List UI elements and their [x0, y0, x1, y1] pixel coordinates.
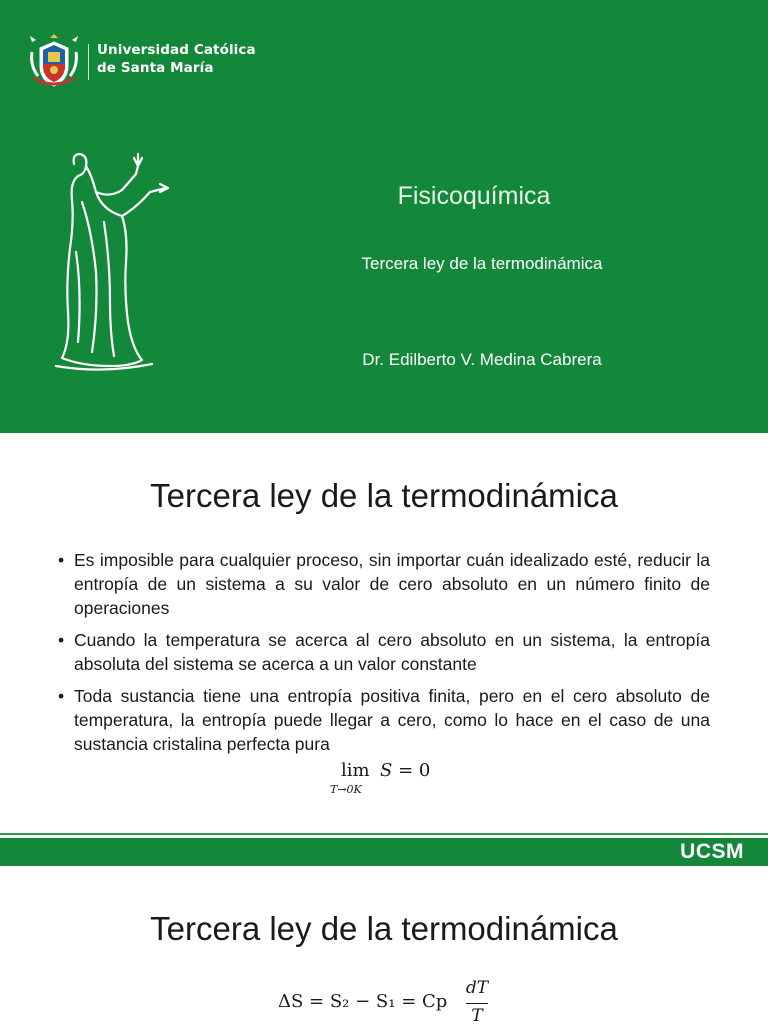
bullet-item: • Es imposible para cualquier proceso, sin importar cuán idealizado esté, reducir la entropía de un sistema a su valor de cero absoluto en un número finito de operaciones [58, 548, 710, 620]
limit-operator: lim [341, 760, 370, 781]
footer-accent-line [0, 833, 768, 835]
limit-expression [380, 760, 430, 781]
fraction-denominator: T [471, 1006, 483, 1024]
university-name-line2: de Santa María [97, 60, 214, 76]
author-name: Dr. Edilberto V. Medina Cabrera [362, 350, 602, 369]
content-slide-2 [0, 866, 768, 1024]
fraction-bar [466, 1003, 488, 1004]
slide-title: Tercera ley de la termodinámica [150, 477, 618, 514]
content-slide-1 [0, 433, 768, 863]
virgin-statue-icon [52, 152, 174, 374]
title-slide [0, 0, 768, 433]
bullet-item: • Toda sustancia tiene una entropía positiva finita, pero en el cero absoluto de temperatura, la entropía puede llegar a cero, como lo hace en el caso de una sustancia cristalina perfecta pura [58, 684, 710, 756]
university-crest-icon [26, 32, 82, 90]
lecture-subtitle: Tercera ley de la termodinámica [361, 254, 603, 273]
entropy-symbol: S [380, 760, 393, 781]
university-name-line1: Universidad Católica [97, 42, 256, 58]
course-title: Fisicoquímica [397, 182, 551, 210]
university-name [97, 41, 256, 77]
bullet-item: • Cuando la temperatura se acerca al cero absoluto en un sistema, la entropía absoluta del sistema se acerca a un valor constante [58, 628, 710, 676]
limit-value: = 0 [392, 760, 431, 781]
logo-divider [88, 44, 89, 80]
footer-bar [0, 838, 768, 866]
equation-lhs: ΔS = S₂ − S₁ = Cp [278, 991, 448, 1012]
fraction-numerator: dT [465, 978, 489, 998]
slide-title: Tercera ley de la termodinámica [150, 910, 618, 947]
ucsm-logo: UCSM [680, 840, 744, 863]
bullet-list [58, 548, 710, 764]
limit-subscript: T→0K [330, 783, 362, 796]
